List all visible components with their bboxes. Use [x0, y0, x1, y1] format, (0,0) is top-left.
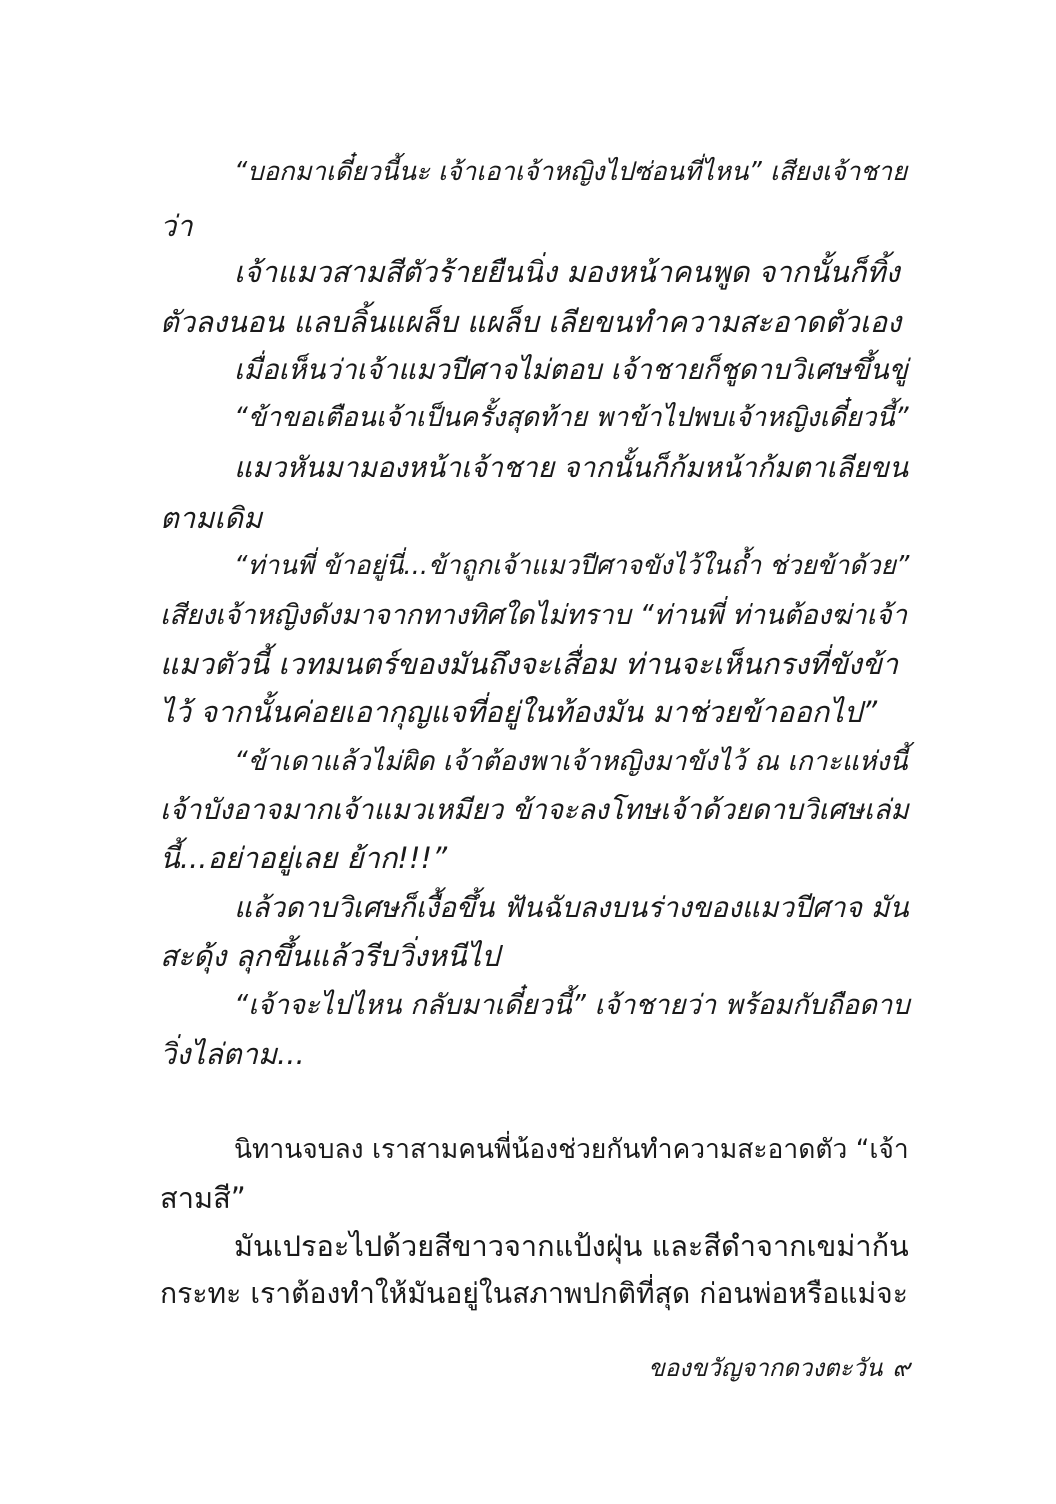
story-line: “เจ้าจะไปไหน กลับมาเดี๋ยวนี้” เจ้าชายว่า พร้อมกับถือดาบ: [234, 990, 910, 1021]
story-line: เสียงเจ้าหญิงดังมาจากทางทิศใดไม่ทราบ “ท่านพี่ ท่านต้องฆ่าเจ้า: [160, 600, 907, 631]
page-footer: [640, 1352, 910, 1384]
narration-line: กระทะ เราต้องทำให้มันอยู่ในสภาพปกติที่สุด ก่อนพ่อหรือแม่จะ: [160, 1277, 908, 1310]
page-number: ๙: [892, 1354, 910, 1382]
story-line: ว่า: [160, 209, 193, 243]
story-line: ไว้ จากนั้นค่อยเอากุญแจที่อยู่ในท้องมัน มาช่วยข้าออกไป”: [160, 695, 878, 729]
story-line: นี้...อย่าอยู่เลย ย้าก!!!”: [160, 841, 448, 875]
story-line: เจ้าแมวสามสีตัวร้ายยืนนิ่ง มองหน้าคนพูด จากนั้นก็ทิ้ง: [234, 255, 900, 289]
narration-line: สามสี”: [160, 1181, 246, 1215]
story-line: “บอกมาเดี๋ยวนี้นะ เจ้าเอาเจ้าหญิงไปซ่อนที่ไหน” เสียงเจ้าชาย: [234, 157, 908, 187]
story-line: แมวตัวนี้ เวทมนตร์ของมันถึงจะเสื่อม ท่านจะเห็นกรงที่ขังข้า: [160, 647, 899, 681]
story-line: ตัวลงนอน แลบลิ้นแผล็บ แผล็บ เลียขนทำความสะอาดตัวเอง: [160, 305, 902, 339]
story-line: “ข้าขอเตือนเจ้าเป็นครั้งสุดท้าย พาข้าไปพบเจ้าหญิงเดี๋ยวนี้”: [234, 402, 909, 433]
story-line: เจ้าบังอาจมากเจ้าแมวเหมียว ข้าจะลงโทษเจ้าด้วยดาบวิเศษเล่ม: [160, 793, 909, 826]
story-line: แมวหันมามองหน้าเจ้าชาย จากนั้นก็ก้มหน้าก้มตาเลียขน: [234, 451, 909, 484]
narration-line: นิทานจบลง เราสามคนพี่น้องช่วยกันทำความสะอาดตัว “เจ้า: [234, 1134, 909, 1165]
story-line: “ท่านพี่ ข้าอยู่นี่...ข้าถูกเจ้าแมวปีศาจขังไว้ในถ้ำ ช่วยข้าด้วย”: [234, 551, 910, 581]
book-title: ของขวัญจากดวงตะวัน: [648, 1354, 883, 1382]
story-line: “ข้าเดาแล้วไม่ผิด เจ้าต้องพาเจ้าหญิงมาขังไว้ ณ เกาะแห่งนี้: [234, 746, 908, 777]
story-line: วิ่งไล่ตาม...: [160, 1037, 305, 1071]
narration-line: มันเปรอะไปด้วยสีขาวจากแป้งฝุ่น และสีดำจากเขม่าก้น: [234, 1229, 909, 1263]
story-line: เมื่อเห็นว่าเจ้าแมวปีศาจไม่ตอบ เจ้าชายก็ชูดาบวิเศษขึ้นขู่: [234, 353, 908, 386]
story-line: แล้วดาบวิเศษก็เงื้อขึ้น ฟันฉับลงบนร่างของแมวปีศาจ มัน: [234, 891, 909, 924]
story-line: สะดุ้ง ลุกขึ้นแล้วรีบวิ่งหนีไป: [160, 939, 500, 973]
story-line: ตามเดิม: [160, 501, 263, 535]
